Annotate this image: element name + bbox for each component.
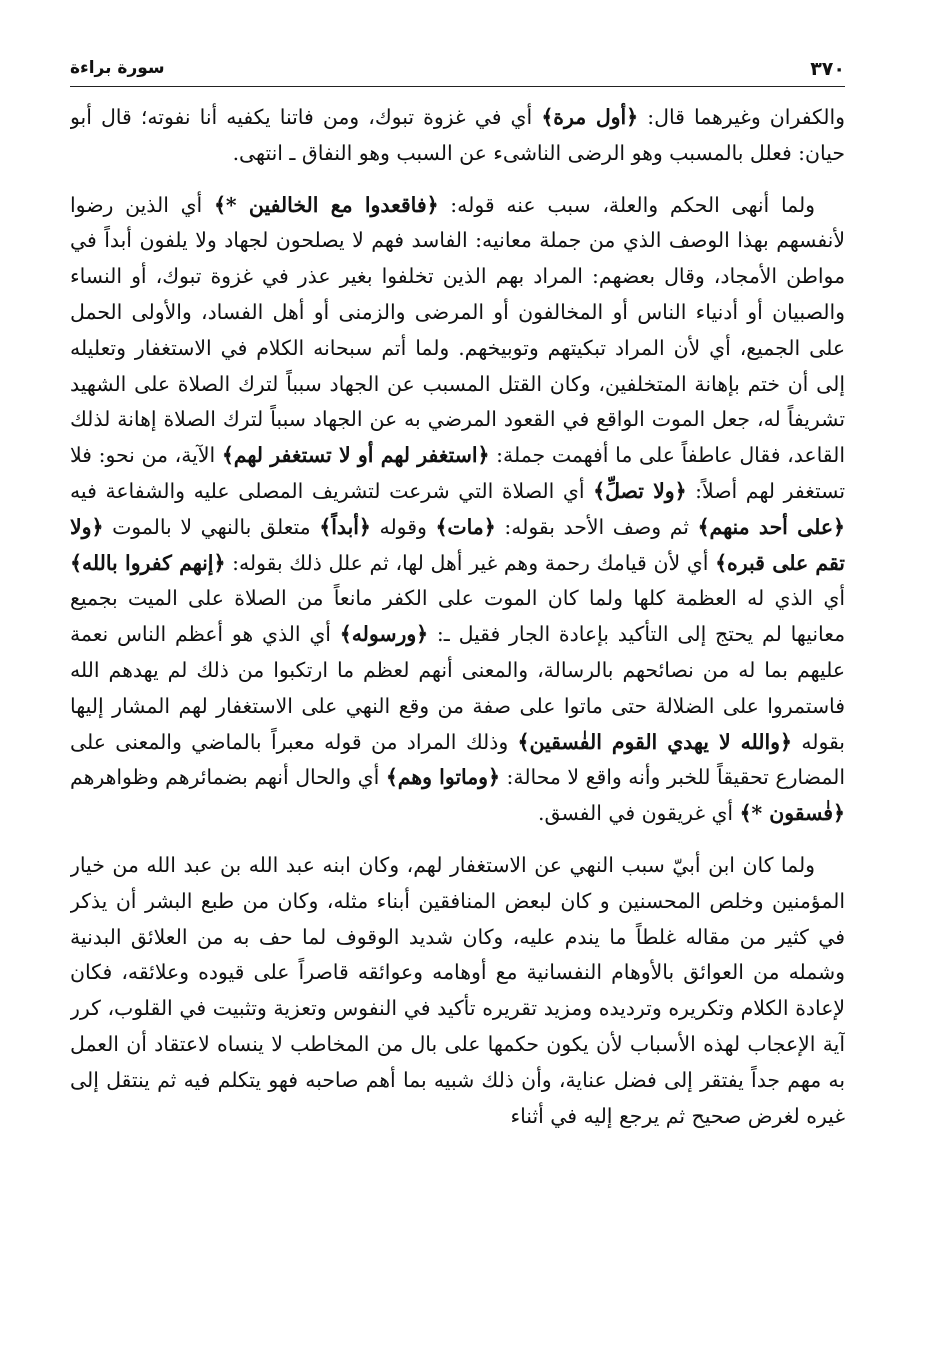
quran-quote: ﴿أول مرة﴾ [541,105,639,129]
quran-quote: ﴿استغفر لهم أو لا تستغفر لهم﴾ [221,443,490,468]
text-segment: أي الذي هو أعظم الناس نعمة عليهم بما له من نصائحهم بالرسالة، والمعنى أنهم لعظم ما ارتكبوا من ذلك لم يهدهم الله فاستمروا على الضلالة حتى ماتوا على صفة من وقع النهي على الاستغفار لهم المشار إليها بقوله [70,622,845,754]
text-segment: أي الصلاة التي شرعت لتشريف المصلى عليه والشفاعة فيه [70,478,594,503]
text-segment: ولما أنهى الحكم والعلة، سبب عنه قوله: [438,192,815,217]
quran-quote: ﴿على أحد منهم﴾ [697,514,845,539]
running-title: سورة براءة [70,58,165,78]
quran-quote: ﴿فاقعدوا مع الخالفين *﴾ [213,192,439,217]
quran-quote: ﴿أبداً﴾ [319,514,371,539]
text-segment: أي في غزوة تبوك، ومن فاتنا يكفيه أنا نفوته؛ قال أبو حيان: فعلل بالمسبب وهو الرضى الناشىء عن السبب وهو النفاق ـ انتهى. [70,105,845,165]
quran-quote: ﴿والله لا يهدي القوم الفٰسقين﴾ [517,729,792,754]
page-header [70,52,845,87]
quran-quote: ﴿ورسوله﴾ [339,622,429,647]
text-segment: أي والحال أنهم بضمائرهم وظواهرهم [70,765,386,790]
text-segment: وقوله [370,514,436,539]
quran-quote: ﴿وماتوا وهم﴾ [385,765,500,790]
text-segment: أي غريقون في الفسق. [538,801,740,826]
quran-quote: ﴿مات﴾ [435,514,496,539]
quran-quote: ﴿ولا تقم على قبره﴾ [70,514,845,575]
page-number: ٣٧٠ [810,58,845,80]
quran-quote: ﴿إنهم كفروا بالله﴾ [70,550,226,575]
paragraph-2 [70,188,845,832]
text-segment: أي الذي له العظمة كلها ولما كان الموت على الكفر مانعاً من الصلاة على الميت بجميع معانيها لم يحتج إلى التأكيد بإعادة الجار فقيل ـ: [70,586,845,647]
book-page [70,52,845,1292]
text-segment: متعلق بالنهي لا بالموت [103,514,320,539]
body-text [70,100,845,1134]
text-segment: ولما كان ابن أبيّ سبب النهي عن الاستغفار لهم، وكان ابنه عبد الله بن عبد الله من خيار المؤمنين وخلص المحسنين و كان لبعض المنافقين أبناء مثله، وكان من طبع البشر أن يذكر في كثير من مقاله غلطاً ما يندم عليه، وكان شديد الوقوف لما حف به من العلائق البدنية وشمله من العوائق بالأوهام النفسانية مع أوهامه وعوائقه قاصراً على قيوده وعلائقه، فكان لإعادة الكلام وتكريره وترديده ومزيد تقريره تأكيد في النفوس وتعزية وتثبيت في القلوب، كرر آية الإعجاب لهذه الأسباب لأن يكون حكمها على بال من المخاطب لا ينساه لاعتقاد أن العمل به مهم جداً يفتقر إلى فضل عناية، وأن ذلك شبيه بما أهم صاحبه فهو يتكلم فيه ثم ينتقل إلى غيره لغرض صحيح ثم يرجع إليه في أثناء [70,852,845,1128]
paragraph-3 [70,848,845,1134]
text-segment: وذلك المراد من قوله معبراً بالماضي والمعنى على المضارع تحقيقاً للخبر وأنه واقع لا محالة: [70,729,845,790]
quran-quote: ﴿ولا تصلِّ﴾ [593,478,687,503]
text-segment: الآية، من نحو: فلا تستغفر لهم أصلاً: [70,443,845,503]
paragraph-1 [70,100,845,172]
text-segment: والكفران وغيرهما قال: [638,105,845,129]
text-segment: أي الذين رضوا لأنفسهم بهذا الوصف الذي من جملة معانيه: الفاسد فهم لا يصلحون لجهاد ولا يلفون أبداً في مواطن الأمجاد، وقال بعضهم: المراد بهم الذين تخلفوا بغير عذر في غزوة تبوك، أو النساء والصبيان أو أدنياء الناس أو المخالفون أو المرضى والزمنى أو أهل الفساد، والأولى الحمل على الجميع، أي لأن المراد تبكيتهم وتوبيخهم. ولما أتم سبحانه الكلام في الاستغفار وتعليله إلى أن ختم بإهانة المتخلفين، وكان القتل المسبب عن الجهاد سبباً لترك الصلاة على الشهيد تشريفاً له، جعل الموت الواقع في القعود المرضي به عن الجهاد سبباً لترك الصلاة إهانة لذلك القاعد، فقال عاطفاً على ما أفهمت جملة: [70,192,845,468]
quran-quote: ﴿فٰسقون *﴾ [739,801,845,826]
text-segment: ثم وصف الأحد بقوله: [495,514,698,539]
text-segment: أي لأن قيامك رحمة وهم غير أهل لها، ثم علل ذلك بقوله: [225,550,716,575]
